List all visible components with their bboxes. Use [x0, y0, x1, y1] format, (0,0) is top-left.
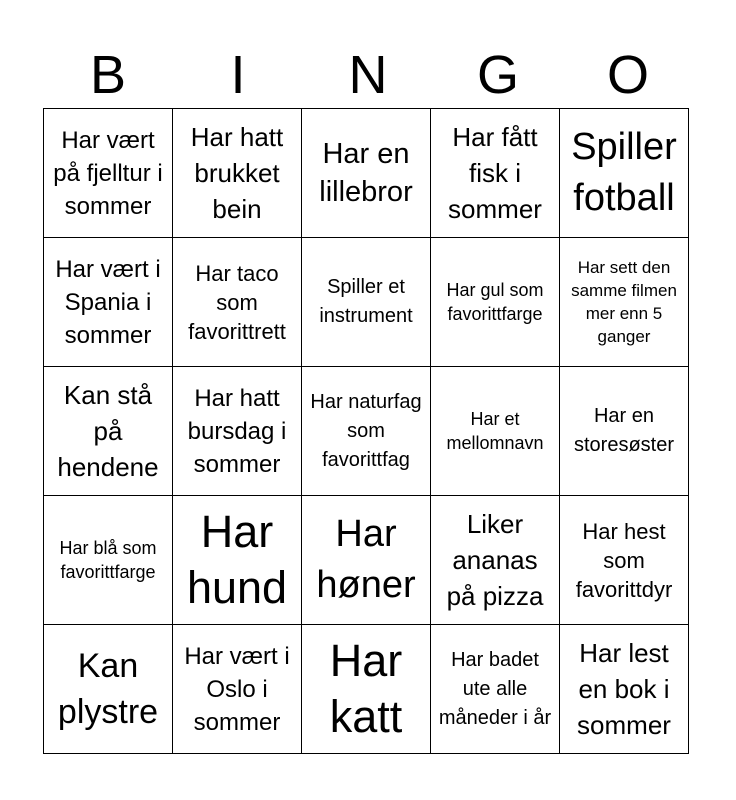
bingo-cell[interactable]: Liker ananas på pizza [431, 496, 560, 625]
bingo-cell[interactable]: Har lest en bok i sommer [560, 625, 689, 754]
bingo-cell[interactable]: Kan stå på hendene [44, 367, 173, 496]
bingo-cell[interactable]: Har katt [302, 625, 431, 754]
board-row [44, 625, 689, 754]
bingo-cell[interactable]: Har vært på fjelltur i sommer [44, 109, 173, 238]
bingo-cell[interactable]: Har en storesøster [560, 367, 689, 496]
bingo-cell[interactable]: Har vært i Oslo i sommer [173, 625, 302, 754]
header-letter-b: B [89, 45, 127, 105]
bingo-cell[interactable]: Spiller et instrument [302, 238, 431, 367]
board-row [44, 109, 689, 238]
header-letter-i: I [230, 45, 246, 105]
bingo-cell[interactable]: Spiller fotball [560, 109, 689, 238]
board-row [44, 238, 689, 367]
bingo-cell[interactable]: Har hest som favorittdyr [560, 496, 689, 625]
bingo-cell[interactable]: Har høner [302, 496, 431, 625]
bingo-cell[interactable]: Har naturfag som favorittfag [302, 367, 431, 496]
bingo-cell[interactable]: Har taco som favorittrett [173, 238, 302, 367]
bingo-cell[interactable]: Har hatt brukket bein [173, 109, 302, 238]
bingo-cell[interactable]: Har hatt bursdag i sommer [173, 367, 302, 496]
board-row [44, 367, 689, 496]
bingo-cell[interactable]: Har en lillebror [302, 109, 431, 238]
bingo-cell[interactable]: Har hund [173, 496, 302, 625]
bingo-cell[interactable]: Har gul som favorittfarge [431, 238, 560, 367]
bingo-cell[interactable]: Har badet ute alle måneder i år [431, 625, 560, 754]
bingo-cell[interactable]: Har blå som favorittfarge [44, 496, 173, 625]
bingo-cell[interactable]: Har fått fisk i sommer [431, 109, 560, 238]
board-row [44, 496, 689, 625]
header-letter-o: O [606, 45, 649, 105]
bingo-cell[interactable]: Har sett den samme filmen mer enn 5 ganger [560, 238, 689, 367]
bingo-header [43, 42, 693, 108]
bingo-cell[interactable]: Har et mellomnavn [431, 367, 560, 496]
bingo-board [43, 108, 689, 754]
header-letter-n: N [348, 45, 388, 105]
header-letter-g: G [476, 45, 519, 105]
bingo-cell[interactable]: Kan plystre [44, 625, 173, 754]
bingo-cell[interactable]: Har vært i Spania i sommer [44, 238, 173, 367]
